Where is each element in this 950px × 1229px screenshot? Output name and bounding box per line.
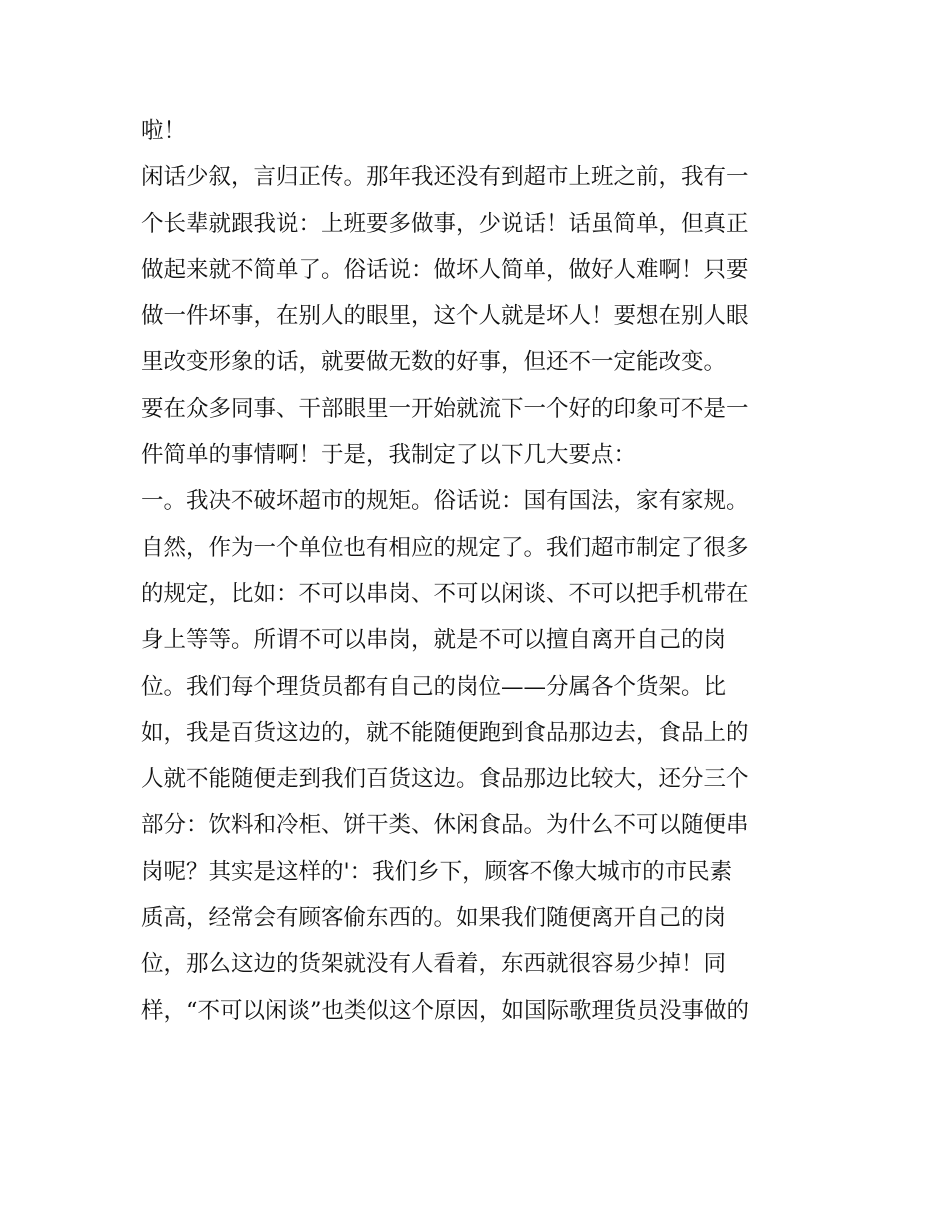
text-line: 岗呢？其实是这样的'：我们乡下，顾客不像大城市的市民素 <box>141 858 733 885</box>
text-line: 件简单的事情啊！于是，我制定了以下几大要点： <box>141 442 637 469</box>
text-line: 闲话少叙，言归正传。那年我还没有到超市上班之前，我有一 <box>141 164 749 191</box>
text-line: 做一件坏事，在别人的眼里，这个人就是坏人！要想在别人眼 <box>141 303 749 330</box>
text-line: 如，我是百货这边的，就不能随便跑到食品那边去，食品上的 <box>141 719 749 746</box>
text-line: 自然，作为一个单位也有相应的规定了。我们超市制定了很多 <box>141 534 749 561</box>
text-line: 一。我决不破坏超市的规矩。俗话说：国有国法，家有家规。 <box>141 488 749 515</box>
body-text <box>141 108 821 1034</box>
text-line: 的规定，比如：不可以串岗、不可以闲谈、不可以把手机带在 <box>141 580 749 607</box>
text-line: 部分：饮料和冷柜、饼干类、休闲食品。为什么不可以随便串 <box>141 812 749 839</box>
text-line: 位。我们每个理货员都有自己的岗位——分属各个货架。比 <box>141 673 727 700</box>
text-line: 样，“不可以闲谈”也类似这个原因，如国际歌理货员没事做的 <box>141 997 750 1024</box>
text-line: 啦！ <box>141 118 187 144</box>
text-line: 质高，经常会有顾客偷东西的。如果我们随便离开自己的岗 <box>141 905 727 932</box>
text-line: 做起来就不简单了。俗话说：做坏人简单，做好人难啊！只要 <box>141 256 749 283</box>
text-line: 个长辈就跟我说：上班要多做事，少说话！话虽简单，但真正 <box>141 210 749 237</box>
text-line: 里改变形象的话，就要做无数的好事，但还不一定能改变。 <box>141 349 727 376</box>
text-line: 人就不能随便走到我们百货这边。食品那边比较大，还分三个 <box>141 766 749 793</box>
text-line: 要在众多同事、干部眼里一开始就流下一个好的印象可不是一 <box>141 395 749 422</box>
text-line: 位，那么这边的货架就没有人看着，东西就很容易少掉！同 <box>141 951 727 978</box>
text-line: 身上等等。所谓不可以串岗，就是不可以擅自离开自己的岗 <box>141 627 727 654</box>
